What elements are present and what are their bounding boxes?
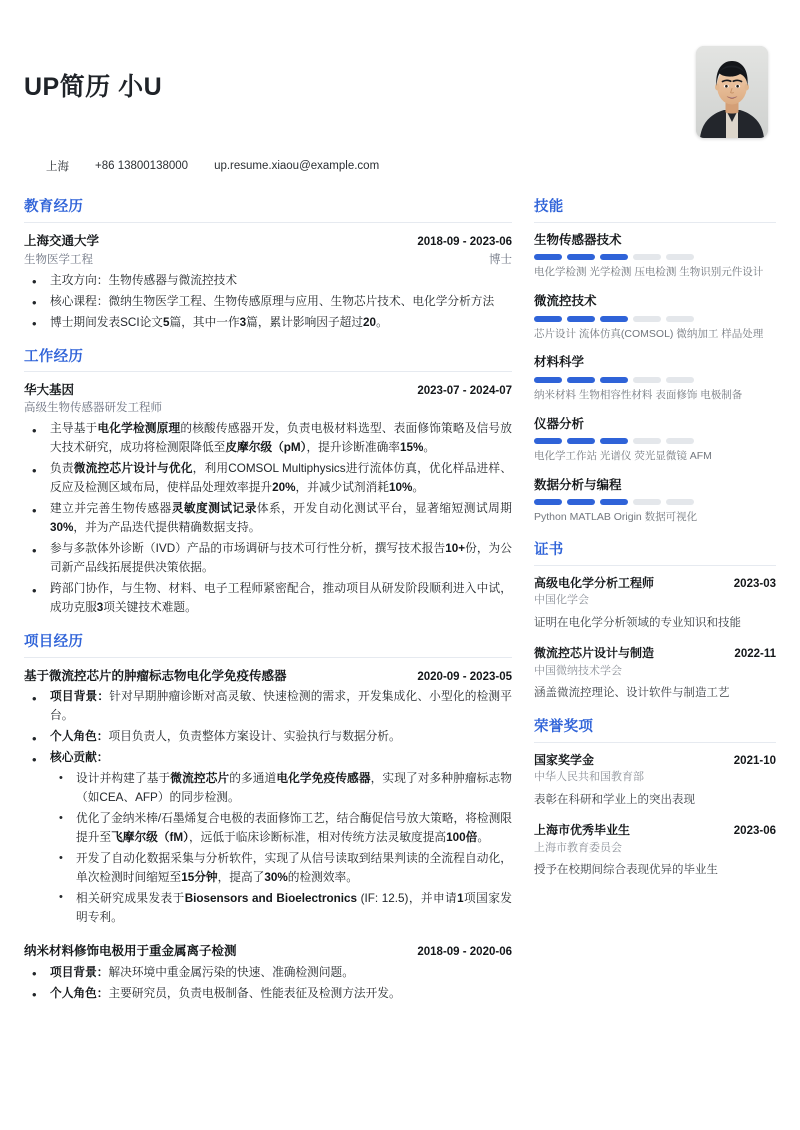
contact-location: 上海 [46, 161, 69, 173]
section-awards [534, 718, 776, 880]
divider [24, 222, 512, 223]
list-item: • 主导基于电化学检测原理的核酸传感器开发，负责电极材料选型、表面修饰策略及信号放大技术研究，成功将检测限降低至皮摩尔级（pM），提升诊断准确率15%。 [24, 420, 512, 458]
skill-pill-filled [567, 377, 595, 383]
skill-pill-filled [600, 499, 628, 505]
list-item: • 参与多款体外诊断（IVD）产品的市场调研与技术可行性分析，撰写技术报告10+份，为公司新产品线拓展提供决策依据。 [24, 540, 512, 578]
award-head [534, 752, 776, 769]
certificate-description: 涵盖微流控理论、设计软件与制造工艺 [534, 687, 730, 700]
skill-tags: 电化学工作站 光谱仪 荧光显微镜 AFM [534, 450, 712, 463]
skill-pill-filled [567, 316, 595, 322]
project-entry [24, 667, 512, 928]
skill-pill-filled [534, 438, 562, 444]
list-item: • 开发了自动化数据采集与分析软件，实现了从信号读取到结果判读的全流程自动化，单次检测时间缩短至15分钟，提高了30%的检测效率。 [50, 850, 512, 888]
work-date: 2023-07 - 2024-07 [417, 385, 512, 398]
award-issuer: 中华人民共和国教育部 [534, 771, 644, 784]
divider [24, 371, 512, 372]
avatar [696, 46, 768, 138]
education-date: 2018-09 - 2023-06 [417, 235, 512, 248]
skill-name: 微流控技术 [534, 294, 597, 309]
skill-pill-filled [600, 254, 628, 260]
section-title-certificates: 证书 [534, 542, 564, 559]
skill-pill-filled [534, 499, 562, 505]
award-head [534, 822, 776, 839]
list-item: • 博士期间发表SCI论文5篇，其中一作3篇，累计影响因子超过20。 [24, 314, 512, 333]
education-org: 上海交通大学 [24, 233, 100, 248]
project-bullets [24, 688, 512, 768]
award-issuer: 上海市教育委员会 [534, 841, 622, 854]
portrait-photo-icon [696, 46, 768, 138]
award-date: 2021-10 [733, 754, 776, 767]
certificate-list [534, 575, 776, 703]
skill-block [534, 416, 776, 465]
section-certificates [534, 541, 776, 703]
skill-level-meter [534, 438, 776, 444]
list-item: • 负责微流控芯片设计与优化，利用COMSOL Multiphysics进行流体仿真，优化样品进样、反应及检测区域布局，使样品处理效率提升20%，并减少试剂消耗10%。 [24, 460, 512, 498]
section-title-skills: 技能 [534, 199, 564, 215]
project-subcontribution-wrap [24, 770, 512, 928]
list-item: • 个人角色：项目负责人，负责整体方案设计、实验执行与数据分析。 [24, 728, 512, 747]
award-description: 表彰在科研和学业上的突出表现 [534, 793, 695, 806]
skill-level-meter [534, 377, 776, 383]
section-title-work: 工作经历 [24, 348, 84, 365]
list-item: • 个人角色：主要研究员，负责电极制备、性能表征及检测方法开发。 [24, 985, 512, 1004]
list-item: • 项目背景：针对早期肿瘤诊断对高灵敏、快速检测的需求，开发集成化、小型化的检测平台。 [24, 688, 512, 726]
skill-name: 材料科学 [534, 355, 585, 370]
skill-level-meter [534, 499, 776, 505]
certificate-date: 2023-03 [733, 577, 776, 590]
resume-header [24, 0, 776, 138]
section-title-education: 教育经历 [24, 199, 84, 215]
list-item: • 项目背景：解决环境中重金属污染的快速、准确检测问题。 [24, 964, 512, 983]
skill-block [534, 232, 776, 281]
education-degree: 博士 [489, 253, 512, 266]
skill-pill-empty [666, 377, 694, 383]
contact-email: up.resume.xiaou@example.com [214, 160, 380, 172]
certificate-issuer: 中国微纳技术学会 [534, 664, 622, 677]
skills-list [534, 232, 776, 526]
skill-pill-empty [666, 254, 694, 260]
certificate-description: 证明在电化学分析领域的专业知识和技能 [534, 616, 741, 629]
skill-level-meter [534, 254, 776, 260]
certificate-entry [534, 645, 776, 703]
resume-body [24, 174, 776, 1018]
skill-pill-filled [600, 316, 628, 322]
certificate-entry [534, 575, 776, 633]
divider [534, 222, 776, 223]
list-item: • 相关研究成果发表于Biosensors and Bioelectronics (IF: 12.5)，并申请1项国家发明专利。 [50, 890, 512, 928]
skill-pill-empty [633, 377, 661, 383]
divider [24, 657, 512, 658]
skill-pill-empty [666, 438, 694, 444]
certificate-name: 微流控芯片设计与制造 [534, 646, 655, 661]
project-date: 2020-09 - 2023-05 [417, 670, 512, 683]
skill-pill-filled [534, 377, 562, 383]
work-role: 高级生物传感器研发工程师 [24, 402, 162, 415]
page-title: UP简历 小U [24, 73, 163, 101]
work-bullets [24, 420, 512, 618]
section-skills [534, 198, 776, 526]
section-work [24, 348, 512, 618]
skill-name: 生物传感器技术 [534, 232, 622, 247]
skill-tags: Python MATLAB Origin 数据可视化 [534, 511, 698, 524]
skill-pill-filled [534, 316, 562, 322]
certificate-date: 2022-11 [734, 648, 776, 661]
skill-pill-filled [600, 438, 628, 444]
skill-pill-empty [633, 438, 661, 444]
skill-pill-filled [600, 377, 628, 383]
award-entry [534, 752, 776, 810]
list-item: • 主攻方向：生物传感器与微流控技术 [24, 272, 512, 291]
divider [534, 742, 776, 743]
award-name: 国家奖学金 [534, 752, 595, 767]
section-title-awards: 荣誉奖项 [534, 718, 594, 735]
project-sub-bullets [50, 770, 512, 928]
award-name: 上海市优秀毕业生 [534, 823, 631, 838]
certificate-head [534, 575, 776, 592]
list-item: • 建立并完善生物传感器灵敏度测试记录体系，开发自动化测试平台，显著缩短测试周期30%，并为产品迭代提供精确数据支持。 [24, 500, 512, 538]
skill-block [534, 354, 776, 403]
skill-pill-filled [534, 254, 562, 260]
list-item: • 设计并构建了基于微流控芯片的多通道电化学免疫传感器，实现了对多种肿瘤标志物（如CEA、AFP）的同步检测。 [50, 770, 512, 808]
award-list [534, 752, 776, 880]
education-bullets [24, 272, 512, 333]
contact-row [24, 138, 776, 174]
skill-pill-empty [633, 499, 661, 505]
certificate-name: 高级电化学分析工程师 [534, 575, 655, 590]
skill-tags: 芯片设计 流体仿真(COMSOL) 微纳加工 样品处理 [534, 327, 764, 340]
work-company: 华大基因 [24, 383, 75, 398]
skill-pill-filled [567, 254, 595, 260]
skill-pill-empty [633, 254, 661, 260]
list-item: • 跨部门协作，与生物、材料、电子工程师紧密配合，推动项目从研发阶段顺利进入中试，成功克服3项关键技术难题。 [24, 580, 512, 618]
work-entry [24, 381, 512, 617]
divider [534, 565, 776, 566]
skill-name: 数据分析与编程 [534, 477, 622, 492]
skill-pill-empty [666, 499, 694, 505]
project-date: 2018-09 - 2020-06 [417, 945, 512, 958]
skill-tags: 纳米材料 生物相容性材料 表面修饰 电极制备 [534, 388, 743, 401]
skill-tags: 电化学检测 光学检测 压电检测 生物识别元件设计 [534, 266, 764, 279]
skill-block [534, 477, 776, 526]
section-education [24, 198, 512, 333]
skill-pill-filled [567, 438, 595, 444]
list-item: • 核心贡献： [24, 749, 512, 768]
section-title-projects: 项目经历 [24, 633, 84, 650]
skill-name: 仪器分析 [534, 416, 585, 431]
side-column [534, 198, 776, 1018]
award-entry [534, 822, 776, 880]
list-item: • 核心课程：微纳生物医学工程、生物传感原理与应用、生物芯片技术、电化学分析方法 [24, 293, 512, 312]
skill-pill-filled [567, 499, 595, 505]
award-description: 授予在校期间综合表现优异的毕业生 [534, 864, 718, 877]
skill-block [534, 293, 776, 342]
section-projects [24, 633, 512, 1004]
skill-pill-empty [666, 316, 694, 322]
education-major: 生物医学工程 [24, 253, 93, 266]
skill-pill-empty [633, 316, 661, 322]
list-item: • 优化了金纳米棒/石墨烯复合电极的表面修饰工艺，结合酶促信号放大策略，将检测限提升至飞摩尔级（fM），远低于临床诊断标准，相对传统方法灵敏度提高100倍。 [50, 810, 512, 848]
skill-level-meter [534, 316, 776, 322]
contact-phone: +86 13800138000 [95, 160, 189, 172]
education-entry [24, 232, 512, 333]
certificate-head [534, 645, 776, 662]
project-name: 基于微流控芯片的肿瘤标志物电化学免疫传感器 [24, 668, 287, 683]
main-column [24, 198, 512, 1018]
project-name: 纳米材料修饰电极用于重金属离子检测 [24, 943, 237, 958]
award-date: 2023-06 [733, 825, 776, 838]
project-bullets [24, 964, 512, 1004]
header-left [24, 46, 162, 102]
project-entry [24, 942, 512, 1004]
certificate-issuer: 中国化学会 [534, 594, 589, 607]
